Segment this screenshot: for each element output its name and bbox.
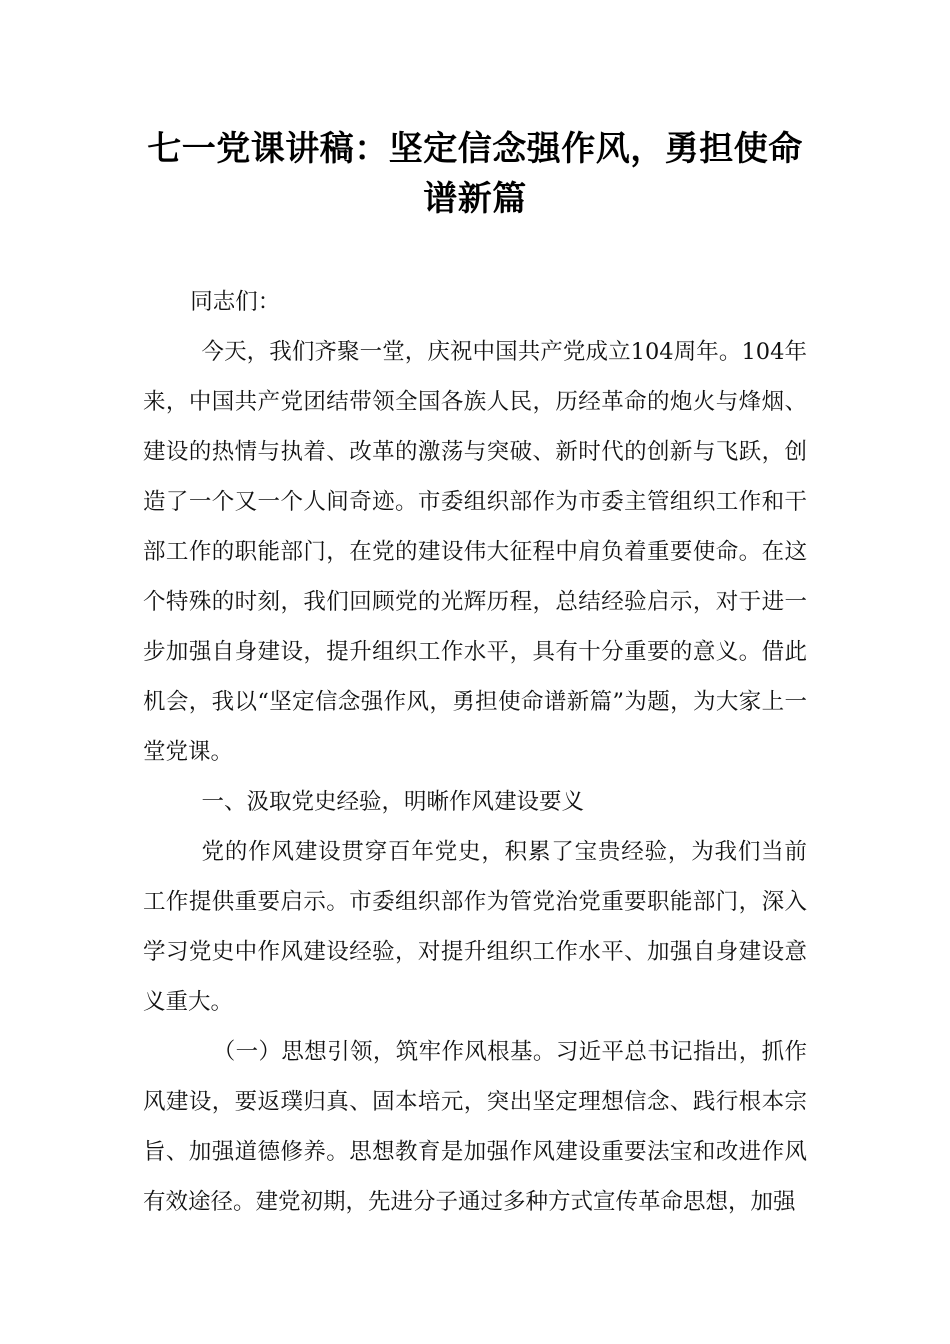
paragraph-subsection-1: （一）思想引领，筑牢作风根基。习近平总书记指出，抓作风建设，要返璞归真、固本培元，突出坚定理想信念、践行根本宗旨、加强道德修养。思想教育是加强作风建设重要法宝和改进作风有效途径。建党初期，先进分子通过多种方式宣传革命思想，加强 [143, 1039, 807, 1215]
paragraph-section-1: 党的作风建设贯穿百年党史，积累了宝贵经验，为我们当前工作提供重要启示。市委组织部作为管党治党重要职能部门，深入学习党史中作风建设经验，对提升组织工作水平、加强自身建设意义重大。 [143, 839, 807, 1015]
document-title: 七一党课讲稿：坚定信念强作风，勇担使命谱新篇 [147, 129, 803, 219]
section-heading-1: 一、汲取党史经验，明晰作风建设要义 [201, 789, 585, 815]
document-body [143, 277, 807, 1227]
salutation: 同志们： [190, 289, 281, 315]
paragraph-intro: 今天，我们齐聚一堂，庆祝中国共产党成立104周年。104年来，中国共产党团结带领全国各族人民，历经革命的炮火与烽烟、建设的热情与执着、改革的激荡与突破、新时代的创新与飞跃，创造了一个又一个人间奇迹。市委组织部作为市委主管组织工作和干部工作的职能部门，在党的建设伟大征程中肩负着重要使命。在这个特殊的时刻，我们回顾党的光辉历程，总结经验启示，对于进一步加强自身建设，提升组织工作水平，具有十分重要的意义。借此机会，我以“坚定信念强作风，勇担使命谱新篇”为题，为大家上一堂党课。 [143, 339, 807, 765]
